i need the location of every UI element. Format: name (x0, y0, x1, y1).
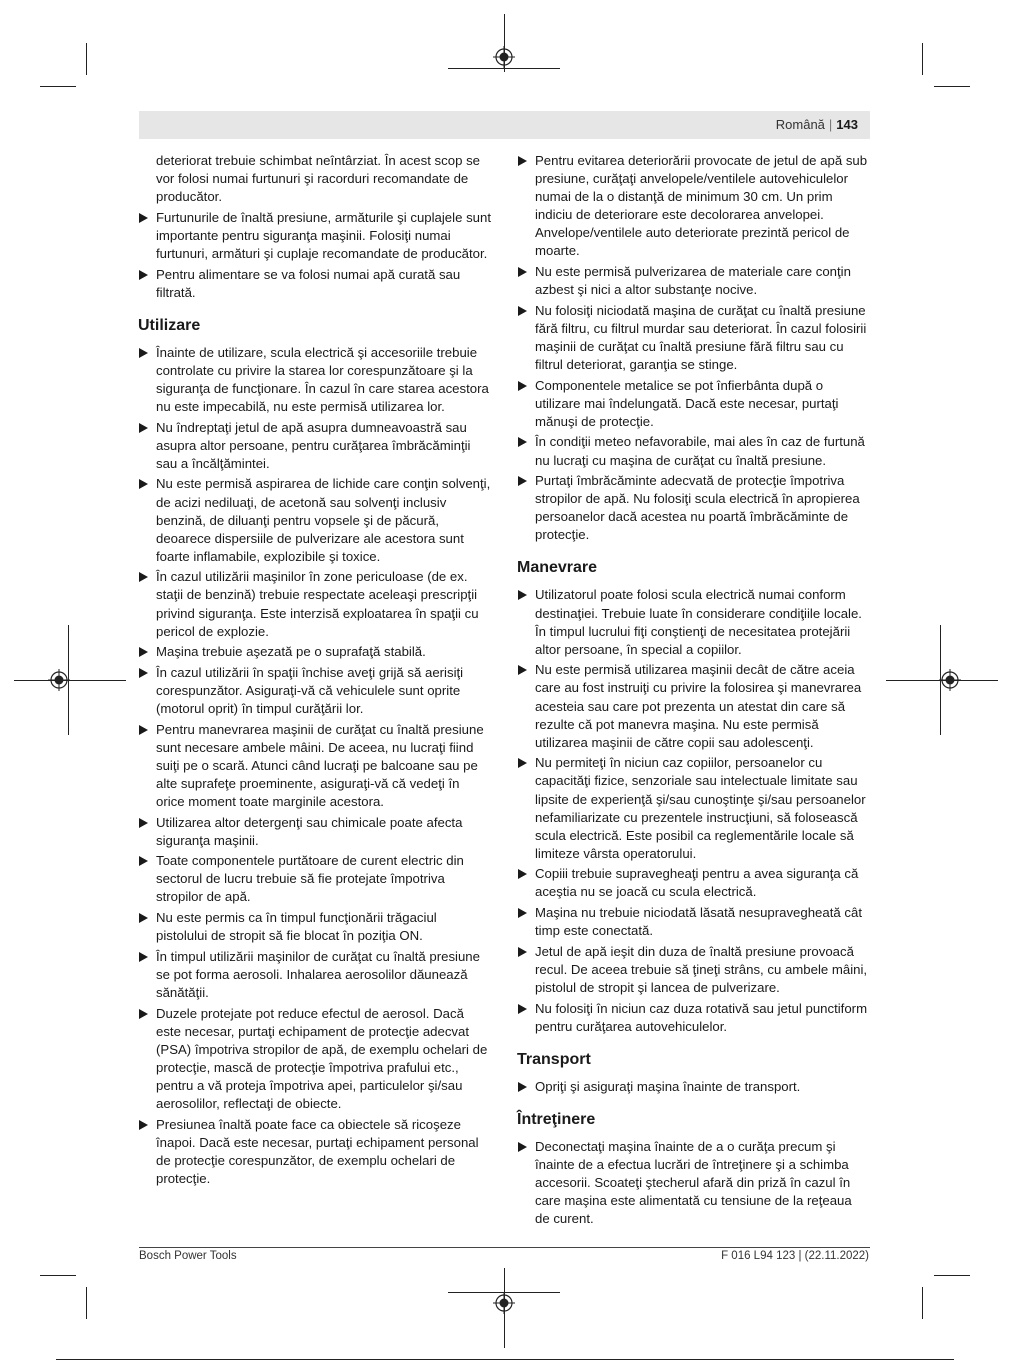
bullet-arrow-icon (518, 476, 527, 486)
page-header (139, 111, 870, 139)
trim-line (56, 1359, 954, 1360)
list-item: Nu folosiţi în niciun caz duza rotativă sau jetul punctiform pentru curăţarea autovehiculelor. (517, 1000, 870, 1036)
list-item: Jetul de apă ieşit din duza de înaltă presiune provoacă recul. De aceea trebuie să ţineţi strâns, cu ambele mâini, pistolul de stropit şi lancea de pulverizare. (517, 943, 870, 997)
registration-mark-icon (939, 669, 961, 691)
list-item: În cazul utilizării maşinilor în zone periculoase (de ex. staţii de benzină) trebuie respectate aceleaşi prescripţii privind siguranţa. Este interzisă exploatarea în spaţii cu pericol de explozie. (138, 568, 491, 640)
section-heading-manevrare: Manevrare (517, 559, 598, 577)
list-item: Nu este permis ca în timpul funcţionării trăgaciul pistolului de stropit să fie blocat în poziţia ON. (138, 909, 491, 945)
crop-mark-tr-v (922, 43, 923, 75)
header-language: Română (775, 117, 825, 132)
bullet-arrow-icon (518, 908, 527, 918)
bullet-arrow-icon (518, 267, 527, 277)
list-item: Nu permiteţi în niciun caz copiilor, persoanelor cu capacităţi fizice, senzoriale sau intelectuale limitate sau lipsite de experienţă şi/sau cunoştinţe şi/sau persoanelor nefamiliarizate cu prezentele instrucţiuni, să folosească scula electrică. Este posibil ca reglementările locale să limiteze vârsta operatorului. (517, 754, 870, 863)
list-item: Nu folosiţi niciodată maşina de curăţat cu înaltă presiune fără filtru, cu filtrul murdar sau deteriorat. În cazul folosirii maşinii de curăţat cu înaltă presiune fără filtru sau cu filtrul deteriorat, garanţia se stinge. (517, 302, 870, 374)
list-item: Maşina nu trebuie niciodată lăsată nesupravegheată cât timp este conectată. (517, 904, 870, 940)
bullet-arrow-icon (139, 213, 148, 223)
list-item: În condiţii meteo nefavorabile, mai ales în caz de furtună nu lucraţi cu maşina de curăţat cu înaltă presiune. (517, 433, 870, 469)
list-item: Pentru manevrarea maşinii de curăţat cu înaltă presiune sunt necesare ambele mâini. De aceea, nu lucraţi fiind suiţi pe o scară. Atunci când lucraţi pe balcoane sau pe alte suprafeţe proeminente, asiguraţi-vă că vedeţi în orice moment toate marginile acestora. (138, 721, 491, 811)
crop-mark-tl-v (86, 43, 87, 75)
bullet-arrow-icon (139, 647, 148, 657)
list-item: În cazul utilizării în spaţii închise aveţi grijă să aerisiţi corespunzător. Asiguraţi-vă că vehiculele sunt oprite (motorul oprit) în timpul curăţării lor. (138, 664, 491, 718)
bullet-arrow-icon (518, 437, 527, 447)
crop-mark-left-mid-h (14, 680, 126, 681)
footer-doc-code: F 016 L94 123 | (22.11.2022) (721, 1250, 869, 1262)
bullet-arrow-icon (139, 270, 148, 280)
bullet-arrow-icon (518, 156, 527, 166)
crop-mark-tl-h (40, 86, 76, 87)
list-item: Presiunea înaltă poate face ca obiectele să ricoşeze înapoi. Dacă este necesar, purtaţi echipament personal de protecţie corespunzător, de exemplu ochelari de protecţie. (138, 1116, 491, 1188)
footer-divider (139, 1247, 870, 1248)
bullet-arrow-icon (518, 1142, 527, 1152)
bullet-arrow-icon (518, 1004, 527, 1014)
bullet-arrow-icon (518, 947, 527, 957)
list-item: Furtunurile de înaltă presiune, armăturile şi cuplajele sunt importante pentru siguranţa maşinii. Folosiţi numai furtunuri, armături şi cuplaje recomandate de producător. (138, 209, 491, 263)
list-item: Nu este permisă pulverizarea de materiale care conţin azbest şi nici a altor substanţe nocive. (517, 263, 870, 299)
list-item: În timpul utilizării maşinilor de curăţat cu înaltă presiune se pot forma aerosoli. Inhalarea aerosolilor dăunează sănătăţii. (138, 948, 491, 1002)
bullet-arrow-icon (139, 913, 148, 923)
bullet-arrow-icon (139, 856, 148, 866)
list-item: Copiii trebuie supravegheaţi pentru a avea siguranţa că aceştia nu se joacă cu scula electrică. (517, 865, 870, 901)
bullet-arrow-icon (139, 668, 148, 678)
registration-mark-icon (493, 46, 515, 68)
section-heading-utilizare: Utilizare (138, 316, 201, 334)
list-item: Utilizatorul poate folosi scula electrică numai conform destinaţiei. Trebuie luate în considerare condiţiile locale. În timpul lucrului fiţi conştienţi de necesitatea protejării altor persoane, în special a copiilor. (517, 586, 870, 658)
list-item: Pentru alimentare se va folosi numai apă curată sau filtrată. (138, 266, 491, 302)
bullet-arrow-icon (518, 869, 527, 879)
list-item: Nu este permisă utilizarea maşinii decât de către aceia care au fost instruiţi cu privire la folosirea şi manevrarea acesteia sau care pot prezenta un atestat din care să rezulte că pot manevra maşina. Nu este permisă utilizarea maşinii de către copii sau adolescenţi. (517, 661, 870, 751)
bullet-arrow-icon (518, 665, 527, 675)
list-item: Componentele metalice se pot înfierbânta după o utilizare mai îndelungată. Dacă este necesar, purtaţi mănuşi de protecţie. (517, 377, 870, 431)
crop-mark-tr-h (934, 86, 970, 87)
registration-mark-icon (48, 669, 70, 691)
list-item: Înainte de utilizare, scula electrică şi accesoriile trebuie controlate cu privire la starea lor corespunzătoare şi la siguranţa de funcţionare. În cazul în care starea acestora nu este impecabilă, nu este permisă utilizarea lor. (138, 344, 491, 416)
list-item: Maşina trebuie aşezată pe o suprafaţă stabilă. (138, 643, 491, 661)
list-item: Deconectaţi maşina înainte de a o curăţa precum şi înainte de a efectua lucrări de întreţinere şi a schimba accesorii. Scoateţi ştecherul afară din priză în cazul în care maşina este alimentată cu tensiune de la reţeaua de curent. (517, 1138, 870, 1228)
header-text: Română | 143 (775, 117, 858, 132)
left-column (138, 152, 491, 1190)
list-item: Purtaţi îmbrăcăminte adecvată de protecţie împotriva stropilor de apă. Nu folosiţi scula electrică în apropierea persoanelor dacă acestea nu poartă îmbrăcăminte de protecţie. (517, 472, 870, 544)
bullet-arrow-icon (139, 725, 148, 735)
footer-brand: Bosch Power Tools (139, 1250, 237, 1262)
bullet-arrow-icon (139, 423, 148, 433)
bullet-arrow-icon (139, 1009, 148, 1019)
crop-mark-bl-h (40, 1275, 76, 1276)
bullet-arrow-icon (139, 572, 148, 582)
bullet-arrow-icon (518, 306, 527, 316)
right-column (517, 152, 870, 1231)
bullet-arrow-icon (518, 1082, 527, 1092)
bullet-arrow-icon (139, 818, 148, 828)
bullet-arrow-icon (518, 590, 527, 600)
bullet-arrow-icon (139, 952, 148, 962)
list-item: Nu este permisă aspirarea de lichide care conţin solvenţi, de acizi nediluaţi, de acetonă sau solvenţi inclusiv benzină, de diluanţi pentru vopsele şi de păcură, deoarece dispersiile de pulverizare ale acestora sunt foarte inflamabile, explozibile şi toxice. (138, 475, 491, 565)
bullet-arrow-icon (518, 381, 527, 391)
list-item: Duzele protejate pot reduce efectul de aerosol. Dacă este necesar, purtaţi echipament de protecţie adecvat (PSA) împotriva stropilor de apă, de exemplu ochelari de protecţie, mască de protecţie împotriva prafului etc., pentru a vă proteja împotriva apei, particulelor şi/sau aerosolilor, reflectaţi de obiecte. (138, 1005, 491, 1114)
section-heading-transport: Transport (517, 1050, 591, 1068)
crop-mark-br-h (934, 1275, 970, 1276)
bullet-arrow-icon (518, 758, 527, 768)
list-item: Utilizarea altor detergenţi sau chimicale poate afecta siguranţa maşinii. (138, 814, 491, 850)
intro-continuation: deteriorat trebuie schimbat neîntârziat. În acest scop se vor folosi numai furtunuri şi racorduri recomandate de producător. (156, 153, 480, 205)
page-number: 143 (836, 117, 858, 132)
crop-mark-br-v (922, 1287, 923, 1319)
crop-mark-bl-v (86, 1287, 87, 1319)
list-item: Opriţi şi asiguraţi maşina înainte de transport. (517, 1078, 870, 1096)
list-item: Pentru evitarea deteriorării provocate de jetul de apă sub presiune, curăţaţi anvelopele/ventilele autovehiculelor numai de la o distanţă de minimum 30 cm. Un prim indiciu de deteriorare este decolorarea anvelopei. Anvelope/ventilele auto deteriorate prezintă pericol de moarte. (517, 152, 870, 261)
list-item: Toate componentele purtătoare de curent electric din sectorul de lucru trebuie să fie protejate împotriva stropilor de apă. (138, 852, 491, 906)
section-heading-intretinere: Întreţinere (517, 1110, 596, 1128)
bullet-arrow-icon (139, 479, 148, 489)
registration-mark-icon (493, 1292, 515, 1314)
list-item: Nu îndreptaţi jetul de apă asupra dumneavoastră sau asupra altor persoane, pentru curăţarea îmbrăcăminţii sau a încălţămintei. (138, 419, 491, 473)
bullet-arrow-icon (139, 1120, 148, 1130)
bullet-arrow-icon (139, 348, 148, 358)
